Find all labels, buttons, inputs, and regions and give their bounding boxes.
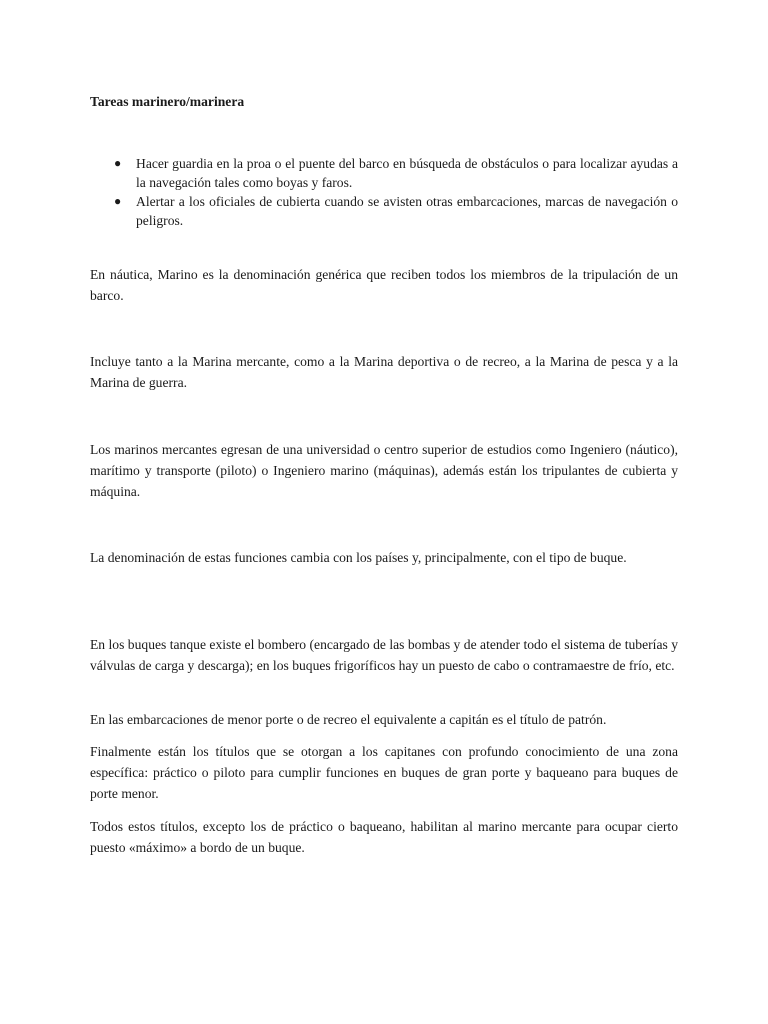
paragraph-titulos-habilitan: Todos estos títulos, excepto los de práctico o baqueano, habilitan al marino mercante para ocupar cierto puesto «máximo» a bordo de un buque. (90, 819, 678, 855)
list-item (90, 192, 678, 230)
task-list (90, 154, 678, 230)
paragraph-marino-definition: En náutica, Marino es la denominación genérica que reciben todos los miembros de la tripulación de un barco. (90, 267, 678, 303)
bullet-icon: ● (114, 194, 122, 208)
list-item (90, 154, 678, 192)
paragraph-denominacion: La denominación de estas funciones cambia con los países y, principalmente, con el tipo de buque. (90, 550, 627, 565)
bullet-icon: ● (114, 156, 122, 170)
list-item-text: Alertar a los oficiales de cubierta cuando se avisten otras embarcaciones, marcas de navegación o peligros. (136, 194, 678, 228)
document-title: Tareas marinero/marinera (90, 94, 245, 109)
paragraph-marina-types: Incluye tanto a la Marina mercante, como a la Marina deportiva o de recreo, a la Marina de pesca y a la Marina de guerra. (90, 354, 678, 390)
paragraph-buques-tanque: En los buques tanque existe el bombero (encargado de las bombas y de atender todo el sistema de tuberías y válvulas de carga y descarga); en los buques frigoríficos hay un puesto de cabo o contramaestre de frío, etc. (90, 637, 678, 673)
paragraph-titulos-capitanes: Finalmente están los títulos que se otorgan a los capitanes con profundo conocimiento de una zona específica: práctico o piloto para cumplir funciones en buques de gran porte y baqueano para buques de porte menor. (90, 744, 678, 801)
paragraph-mercantes: Los marinos mercantes egresan de una universidad o centro superior de estudios como Ingeniero (náutico), marítimo y transporte (piloto) o Ingeniero marino (máquinas), además están los tripulantes de cubierta y máquina. (90, 442, 678, 499)
paragraph-patron: En las embarcaciones de menor porte o de recreo el equivalente a capitán es el título de patrón. (90, 712, 607, 727)
list-item-text: Hacer guardia en la proa o el puente del barco en búsqueda de obstáculos o para localizar ayudas a la navegación tales como boyas y faros. (136, 156, 678, 190)
